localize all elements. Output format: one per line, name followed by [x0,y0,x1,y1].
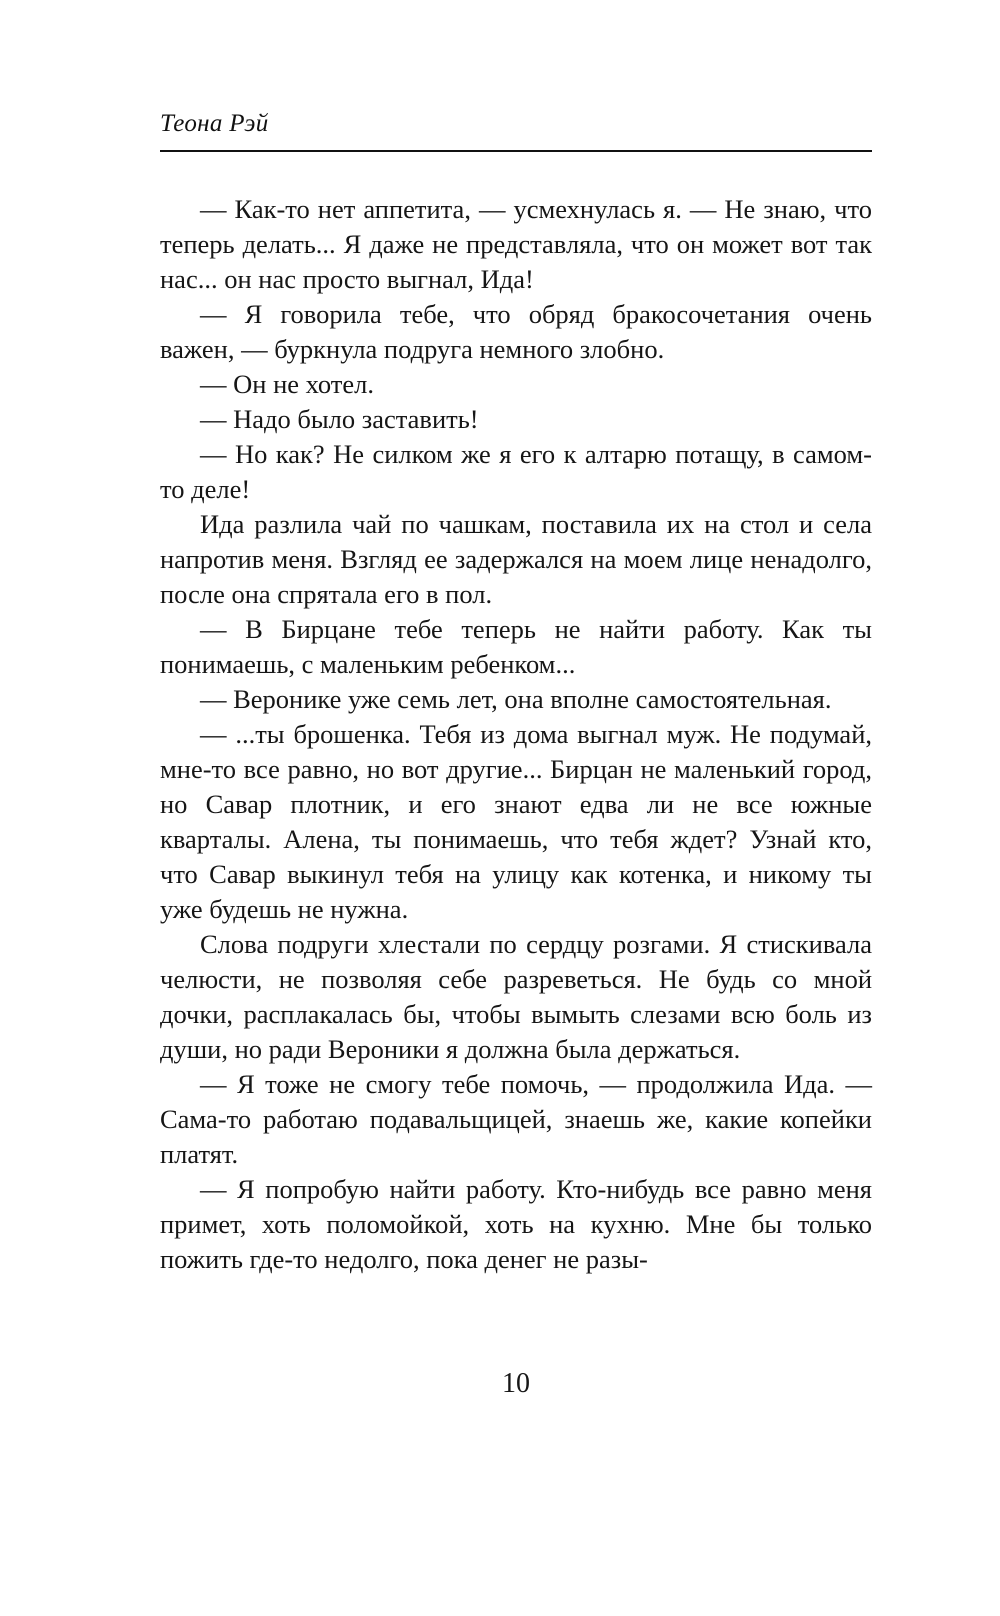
paragraph: — Веронике уже семь лет, она вполне самостоятельная. [200,684,832,714]
header-rule [160,150,872,152]
paragraph: Слова подруги хлестали по сердцу розгами. Я стискивала челюсти, не позволяя себе разреветься. Не будь со мной дочки, расплакалась бы, чтобы вымыть слезами всю боль из души, но ради Вероники я должна была держаться. [160,929,872,1064]
body-text [160,192,872,1277]
paragraph: — ...ты брошенка. Тебя из дома выгнал муж. Не подумай, мне-то все равно, но вот другие... Бирцан не маленький город, но Савар плотник, и его знают едва ли не все южные кварталы. Алена, ты понимаешь, что тебя ждет? Узнай кто, что Савар выкинул тебя на улицу как котенка, и никому ты уже будешь не нужна. [160,719,872,924]
paragraph: — Я тоже не смогу тебе помочь, — продолжила Ида. — Сама-то работаю подавальщицей, знаешь же, какие копейки платят. [160,1069,872,1169]
paragraph: Ида разлила чай по чашкам, поставила их на стол и села напротив меня. Взгляд ее задержался на моем лице ненадолго, после она спрятала его в пол. [160,509,872,609]
page-header [160,110,872,152]
paragraph: — Я говорила тебе, что обряд бракосочетания очень важен, — буркнула подруга немного злобно. [160,299,872,364]
paragraph: — Надо было заставить! [200,404,479,434]
paragraph: — В Бирцане тебе теперь не найти работу. Как ты понимаешь, с маленьким ребенком... [160,614,872,679]
paragraph: — Я попробую найти работу. Кто-нибудь все равно меня примет, хоть поломойкой, хоть на кухню. Мне бы только пожить где-то недолго, пока денег не разы- [160,1174,872,1274]
paragraph: — Как-то нет аппетита, — усмехнулась я. — Не знаю, что теперь делать... Я даже не представляла, что он может вот так нас... он нас просто выгнал, Ида! [160,194,872,294]
paragraph: — Он не хотел. [200,369,374,399]
paragraph: — Но как? Не силком же я его к алтарю потащу, в самом-то деле! [160,439,872,504]
text-column [160,0,872,1277]
author-header: Теона Рэй [160,110,269,137]
page-number: 10 [502,1368,530,1399]
